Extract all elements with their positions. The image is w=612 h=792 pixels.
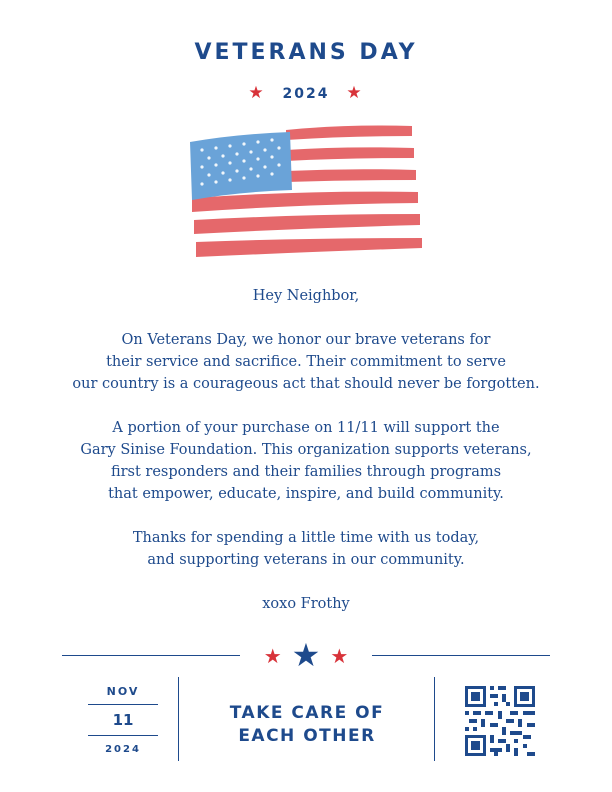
- star-icon: ★: [248, 83, 266, 103]
- star-icon: ★: [291, 636, 321, 674]
- signoff: xoxo Frothy: [262, 596, 350, 612]
- divider-line: [372, 655, 550, 656]
- footer-divider: [434, 677, 435, 761]
- star-icon: ★: [330, 644, 349, 668]
- page-title: VETERANS DAY: [194, 40, 418, 65]
- text-line: A portion of your purchase on 11/11 will support the: [112, 420, 500, 436]
- text-line: On Veterans Day, we honor our brave veterans for: [121, 332, 491, 348]
- star-icon: ★: [263, 644, 282, 668]
- star-icon: ★: [346, 83, 364, 103]
- footer-divider: [178, 677, 179, 761]
- paragraph-honor: [40, 329, 572, 395]
- date-month: NOV: [106, 685, 140, 698]
- date-day: 11: [88, 704, 158, 736]
- text-line: first responders and their families through programs: [110, 464, 502, 480]
- tagline: [180, 702, 434, 748]
- text-line: Thanks for spending a little time with us today,: [132, 530, 480, 546]
- watercolor-us-flag-icon: [186, 120, 424, 265]
- date-block: [88, 682, 158, 762]
- divider-line: [62, 655, 240, 656]
- divider-stars: [240, 636, 372, 674]
- text-line: their service and sacrifice. Their commitment to serve: [106, 354, 506, 370]
- tagline-line: TAKE CARE OF: [229, 703, 385, 723]
- paragraph-thanks: [40, 527, 572, 571]
- text-line: and supporting veterans in our community.: [147, 552, 465, 568]
- text-line: our country is a courageous act that should never be forgotten.: [72, 376, 540, 392]
- letter-body: [40, 285, 572, 637]
- text-line: that empower, educate, inspire, and build community.: [108, 486, 504, 502]
- year-line: [0, 83, 612, 103]
- tagline-line: EACH OTHER: [238, 726, 376, 746]
- paragraph-foundation: [40, 417, 572, 505]
- greeting: Hey Neighbor,: [252, 288, 360, 304]
- text-line: Gary Sinise Foundation. This organization supports veterans,: [80, 442, 532, 458]
- header-year: 2024: [282, 86, 330, 102]
- date-year: 2024: [105, 744, 141, 755]
- star-divider: [62, 636, 550, 674]
- qr-code-icon[interactable]: [465, 686, 535, 756]
